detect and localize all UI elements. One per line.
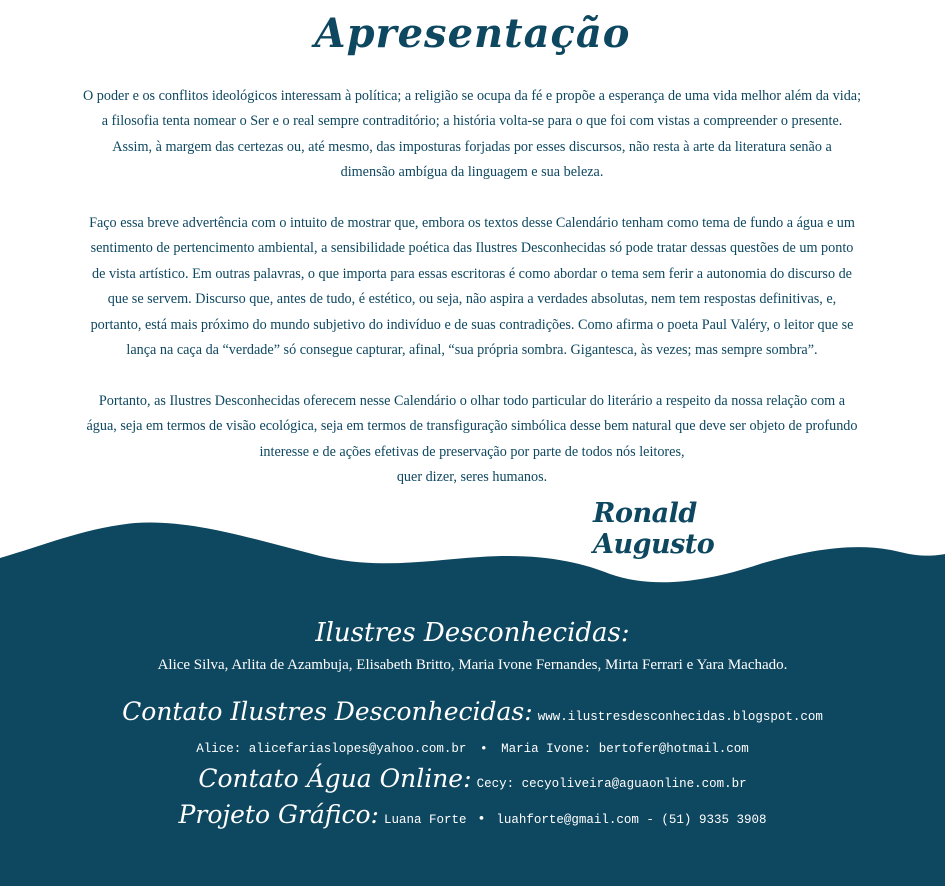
contact-url-link[interactable]: www.ilustresdesconhecidas.blogspot.com <box>537 710 823 724</box>
separator-dot: • <box>479 741 488 756</box>
signature: Ronald Augusto <box>593 498 715 560</box>
text-line: Portanto, as Ilustres Desconhecidas oferecem nesse Calendário o olhar todo particular do literário a respeito da nossa relação com a <box>98 392 846 409</box>
projeto-name: Luana Forte <box>384 813 467 827</box>
text-line: sentimento de pertencimento ambiental, a sensibilidade poética das Ilustres Desconhecidas só pode tratar dessas questões de um ponto <box>90 240 854 257</box>
emails-line <box>0 741 945 756</box>
text-line: interesse e de ações efetivas de preservação por parte de todos nós leitores, <box>259 443 685 460</box>
text-line: portanto, está mais próximo do mundo subjetivo do indivíduo e de suas contradições. Como afirma o poeta Paul Valéry, o leitor que se <box>90 316 854 333</box>
presentation-text <box>72 84 872 516</box>
separator-dot: • <box>477 812 486 827</box>
email-alice-link[interactable]: Alice: alicefariaslopes@yahoo.com.br <box>196 742 467 756</box>
paragraph-2 <box>72 211 872 363</box>
text-line: dimensão ambígua da linguagem e sua beleza. <box>340 164 604 181</box>
group-members: Alice Silva, Arlita de Azambuja, Elisabeth Britto, Maria Ivone Fernandes, Mirta Ferrari e Yara Machado. <box>157 657 788 673</box>
projeto-contact-link[interactable]: luahforte@gmail.com - (51) 9335 3908 <box>496 813 767 827</box>
paragraph-3 <box>72 389 872 491</box>
contact-line <box>0 697 945 726</box>
text-line: água, seja em termos de visão ecológica, seja em termos de transfiguração simbólica desse bem natural que deve ser objeto de profundo <box>86 418 858 435</box>
text-line: quer dizer, seres humanos. <box>396 469 548 486</box>
contact-label: Contato Ilustres Desconhecidas: <box>122 697 533 726</box>
agua-label: Contato Água Online: <box>198 764 472 793</box>
email-ivone-link[interactable]: Maria Ivone: bertofer@hotmail.com <box>501 742 749 756</box>
text-line: de vista artístico. Em outras palavras, o que importa para essas escritoras é como abordar o tema sem ferir a autonomia do discurso de <box>92 265 852 282</box>
text-line: lança na caça da “verdade” só consegue capturar, afinal, “sua própria sombra. Gigantesca, às vezes; mas sempre sombra”. <box>126 342 818 359</box>
text-line: que se servem. Discurso que, antes de tudo, é estético, ou seja, não aspira a verdades absolutas, nem tem respostas definitivas, e, <box>107 291 837 308</box>
projeto-label: Projeto Gráfico: <box>178 800 379 829</box>
group-title: Ilustres Desconhecidas: <box>315 618 630 648</box>
projeto-line <box>0 800 945 829</box>
text-line: Assim, à margem das certezas ou, até mesmo, das imposturas forjadas por esses discursos, não resta à arte da literatura senão a <box>112 138 832 155</box>
agua-contact-link[interactable]: Cecy: cecyoliveira@aguaonline.com.br <box>476 777 747 791</box>
text-line: a filosofia tenta nomear o Ser e o real sempre contraditório; a história volta-se para o que foi com vistas a compreender o presente. <box>101 113 843 130</box>
text-line: O poder e os conflitos ideológicos interessam à política; a religião se ocupa da fé e propõe a esperança de uma vida melhor além da vida; <box>82 88 862 104</box>
agua-line <box>0 764 945 793</box>
page-title: Apresentação <box>314 10 631 57</box>
text-line: Faço essa breve advertência com o intuito de mostrar que, embora os textos desse Calendário tenham como tema de fundo a água e um <box>89 215 855 232</box>
paragraph-1 <box>72 84 872 186</box>
